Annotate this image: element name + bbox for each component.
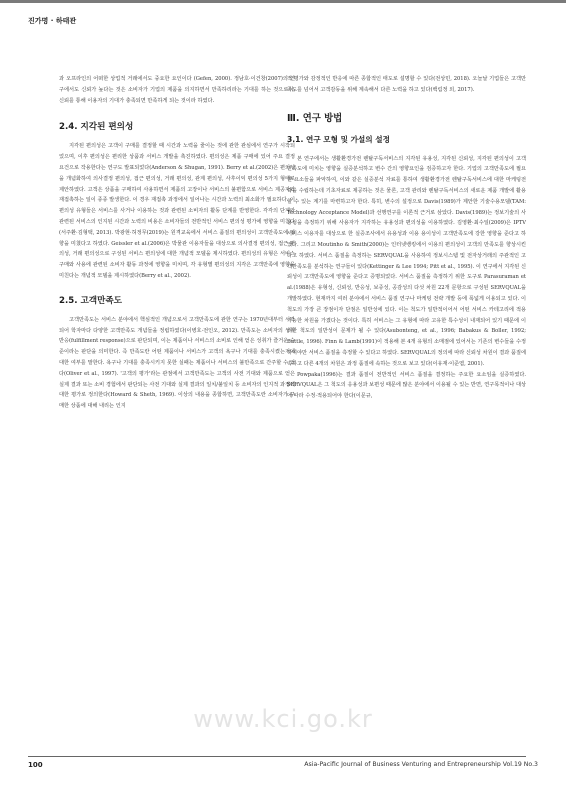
left-column — [59, 74, 295, 412]
section-heading-3-1: 3.1. 연구 모형 및 가설의 설정 — [287, 134, 390, 144]
header-rule — [0, 0, 566, 3]
body-paragraph: 적 평가와 감정적인 반응에 따른 종합적인 태도로 설명할 수 있다(전상민, 2018). 오늘날 기업들은 고객만족도를 넘어서 고객감동을 위해 계속해서 다른 노력을 하고 있다(백림정 외, 2017). — [287, 76, 526, 93]
right-column — [287, 74, 526, 402]
body-paragraph: 본 연구에서는 생활환경가전 렌탈구독서비스의 지각된 유용성, 지각된 신뢰성, 지각된 편의성이 고객만족도에 미치는 영향을 실증분석하고 변수 간의 영향요인을 검증하고자 한다. 기업의 고객만족도에 필요한 요소들을 파악하여, 이와 같은 실증분석 자료를 통하여 생활환경가전 렌탈구독서비스에 대한 마케팅전략을 수립하는데 기초자료로 제공하는 것은 물론, 고객 관리와 렌탈구독서비스의 새로운 제품 개발에 활용할 수 있는 계기를 마련하고자 한다. 특히, 변수의 설정으로 Davis(1989)가 제안한 기술수용모델(TAM: Technology Acceptance Model)과 선행연구를 이론적 근거로 삼았다. Davis(1989)는 정보기술의 사용성을 측정하기 위해 사용자가 지각하는 유용성과 편의성을 이용하였다. 김영환·최수일(2009)은 IPTV 서비스 이용자를 대상으로 한 실증조사에서 유용성과 이용 용이성이 고객만족도에 강한 영향을 준다고 하였다. 그리고 Moutinho & Smith(2000)는 인터넷뱅킹에서 이용의 편의성이 고객의 만족도를 향상시킨다고 하였다. 서비스 품질을 측정하는 SERVQUAL을 사용하여 정보시스템 및 전자상거래의 주관적인 고객만족도를 분석하는 연구들이 있다(Kettinger & Lee 1994; Pitt et al., 1995). 이 연구에서 지각된 신뢰성이 고객만족도에 영향을 준다고 증명되었다. 서비스 품질을 측정하기 위한 도구로 Parasuraman et al.(1988)은 유형성, 신뢰성, 반응성, 보증성, 공감성의 다섯 차원 22개 문항으로 구성된 SERVQUAL을 개발하였다. 현재까지 여러 분야에서 서비스 품질 연구나 마케팅 전략 개발 등에 폭넓게 이용되고 있다. 이 척도의 가장 큰 장점이자 단점은 일반성에 있다. 이는 척도가 일반적이어서 어떤 서비스 카테고리에 적용 가능한 차원을 가졌다는 것이다. 특히 서비스는 그 유형에 따라 고유한 특수성이 내재되어 있기 때문에 이러한 척도의 일반성이 문제가 될 수 있다(Asubonteng, et al., 1996; Babakus & Boller, 1992; Buttle, 1996). Finn & Lamb(1991)이 적용해 본 4개 유형의 소매점에 있어서는 기존의 변수들을 수정하여야만 서비스 품질을 측정할 수 있다고 하였다. SERVQUAL의 정의에 따라 신뢰성 차원이 결과 품질에 속하고 다른 4개의 차원은 과정 품질에 속하는 것으로 보고 있다(이유재·이준엽, 2001). — [287, 155, 526, 367]
section-heading-2-4: 2.4. 지각된 편의성 — [59, 122, 134, 133]
body-paragraph: 고객만족도는 서비스 분야에서 핵심적인 개념으로서 고객만족도에 관한 연구는 1970년대부터 시작되어 학자마다 다양한 고객만족도 개념들을 정립하였다(이병호·전인오, 2012). 만족도는 소비자의 성취 반응(fulfillment response)으로 판단되며, 이는 제품이나 서비스의 소비로 인해 얻은 성취가 즐거운 수준이라는 판단을 의미한다. 즉 만족도란 어떤 제품이나 서비스가 고객의 욕구나 기대를 충족시켰는지에 대한 여부를 말한다. 욕구나 기대를 충족시키지 못한 실패는 제품이나 서비스의 불만족으로 간주할 수 있다(Oliver et al., 1997). '고객의 평가'라는 관점에서 고객만족도는 고객의 사전 기대와 제품으로 얻은 실제 결과 또는 소비 경험에서 판단되는 사전 기대와 실제 결과의 일치/불일치 등 소비자의 인지적 과정에 대한 평가로 정의한다(Howard & Sheth, 1969). 이상의 내용을 종합하면, 고객만족도란 소비자가 구매한 상품에 대해 내리는 인지 — [59, 316, 295, 410]
section-heading-2-5: 2.5. 고객만족도 — [59, 295, 122, 306]
body-paragraph: 과 오프라인의 어떠한 상업적 거래에서도 중요한 요인이다 (Gefen, 2000). 정남호·이건창(2007)의 연구에서도 신뢰가 높다는 것은 소비자가 기업의 제품을 의지하면서 만족하리라는 기대를 하는 것으로서, 신뢰를 통해 이용자의 기대가 충족되면 만족하게 되는 것이라 하였다. — [59, 76, 295, 104]
running-head-authors: 진가명 · 하태관 — [28, 17, 77, 25]
journal-name: Asia-Pacific Journal of Business Venturing and Entrepreneurship Vol.19 No.3 — [304, 761, 538, 768]
watermark: www.kci.go.kr — [193, 705, 373, 733]
body-paragraph: Powpaka(1996)는 결과 품질이 전반적인 서비스 품질을 결정하는 주요한 요소임을 실증하였다. SERVQUAL은 그 척도의 응용성과 보편성 때문에 많은 분야에서 이용될 수 있는 반면, 연구목적이나 대상에 따라 수정·적용되어야 한다(이문규, — [287, 371, 526, 400]
body-paragraph: 지각된 편의성은 고객이 구매를 결정할 때 시간과 노력을 줄이는 것에 관한 관심에서 연구가 시작되었으며, 이후 편의성은 편리한 상품과 서비스 개발을 촉진하였다. 편의성은 제품 구매에 있어 주요 결정 요건으로 작용한다는 연구도 발표되었다(Anderson & Shugan, 1991). Berry et al.(2002)은 편의성을 개념화하여 의사결정 편의성, 접근 편의성, 거래 편의성, 관계 편의성, 사후이익 편의성 5가지 형태로 제안하였다. 고객은 상품을 구매하여 사용하면서 제품의 고장이나 서비스의 불편함으로 서비스 제공자와 재접촉하는 일이 종종 발생한다. 이 경우 재접촉 과정에서 일어나는 시간과 노력의 최소화가 필요하다. 이 편의성 유형들은 서비스를 사거나 이용하는 것과 관련된 소비자의 활동 단계를 반영한다. 각각의 단계와 관련된 서비스의 인지된 시간과 노력의 비용은 소비자들의 전반적인 서비스 편의성 평가에 영향을 미친다(서주환·김형택, 2013). 박광현·허정무(2019)는 원격교육에서 서비스 품질의 편의성이 고객만족도에 영향을 미쳤다고 하였다. Geissler et al.(2006)은 박물관 이용자들을 대상으로 의사결정 편의성, 접근 편의성, 거래 편의성으로 구성된 서비스 편의성에 대한 개념적 모델을 제시하였다. 편의성의 유형은 서비스 구매와 사용에 관련된 소비자 활동 과정에 영향을 미치며, 각 유형별 편의성의 지각은 고객만족에 영향을 미친다는 개념적 모델을 제시하였다(Berry et al., 2002). — [59, 143, 295, 279]
chapter-heading-3: Ⅲ. 연구 방법 — [287, 112, 343, 124]
footer-rule — [28, 756, 526, 757]
page-number: 100 — [28, 761, 43, 769]
